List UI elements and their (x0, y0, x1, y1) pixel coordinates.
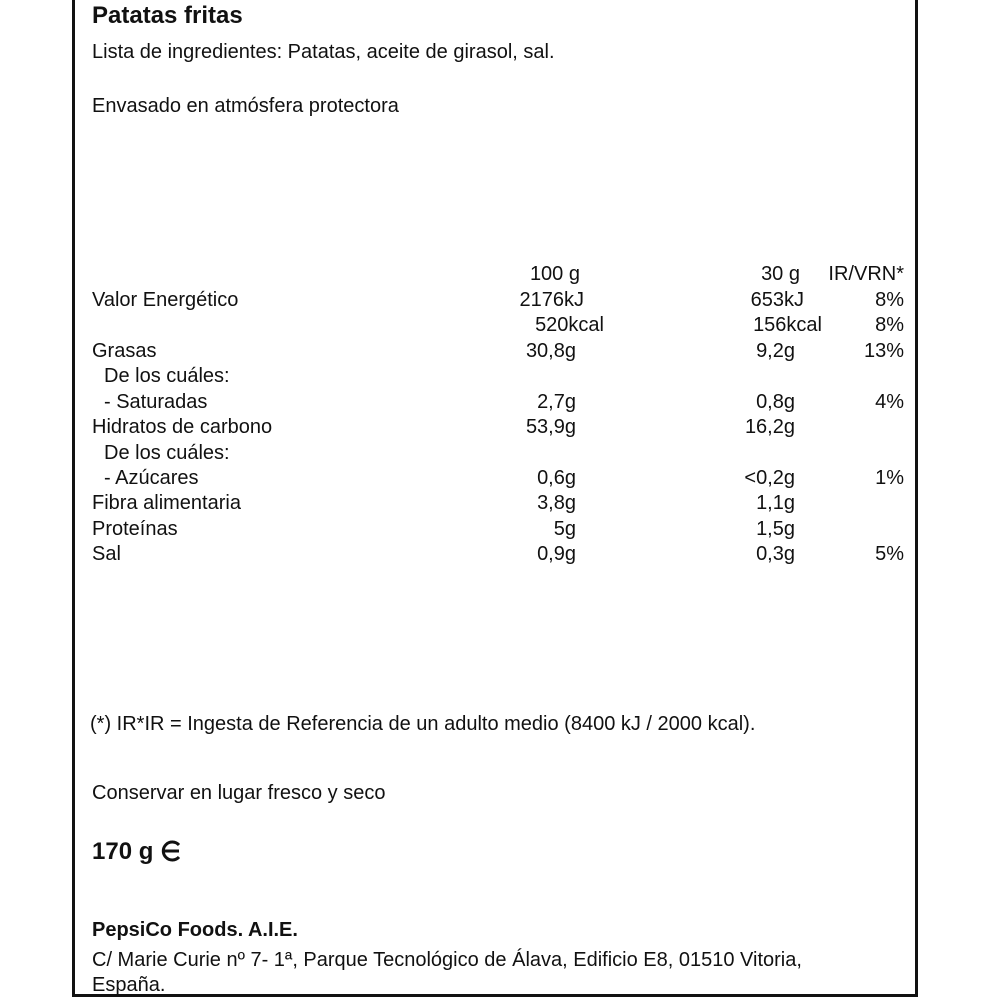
value-per-30g: 156kcal (753, 314, 822, 336)
nutrient-label: Sal (92, 543, 121, 565)
storage-note: Conservar en lugar fresco y seco (92, 782, 386, 804)
value-ri: 5% (875, 543, 904, 565)
value-per-30g: 0,8g (756, 391, 795, 413)
value-ri: 8% (875, 314, 904, 336)
value-per-30g: 653kJ (750, 289, 804, 311)
e-mark-icon (160, 838, 182, 864)
value-per-100g: 30,8g (525, 340, 576, 362)
nutrient-label: - Saturadas (104, 391, 208, 413)
company-address: C/ Marie Curie nº 7- 1ª, Parque Tecnológico de Álava, Edificio E8, 01510 Vitoria, (92, 949, 802, 971)
value-per-30g: 1,5g (756, 518, 795, 540)
nutrient-label: - Azúcares (104, 467, 199, 489)
value-per-30g: 16,2g (744, 416, 795, 438)
nutrient-sublabel: De los cuáles: (104, 365, 230, 387)
value-ri: 1% (875, 467, 904, 489)
value-per-30g: <0,2g (744, 467, 795, 489)
nutrient-label: Hidratos de carbono (92, 416, 273, 438)
value-ri: 13% (863, 340, 904, 362)
product-title: Patatas fritas (92, 2, 243, 29)
packaging-note: Envasado en atmósfera protectora (92, 95, 399, 117)
value-ri: 8% (875, 289, 904, 311)
value-per-100g: 0,9g (537, 543, 576, 565)
value-per-100g: 3,8g (537, 492, 576, 514)
company-name: PepsiCo Foods. A.I.E. (92, 919, 298, 941)
value-per-100g: 53,9g (525, 416, 576, 438)
company-country: España. (92, 974, 166, 996)
header-per-30g: 30 g (761, 263, 800, 285)
net-weight: 170 g (92, 838, 154, 865)
value-ri: 4% (875, 391, 904, 413)
nutrient-label: Proteínas (92, 518, 178, 540)
value-per-30g: 1,1g (756, 492, 795, 514)
nutrient-label: Grasas (92, 340, 157, 362)
value-per-30g: 9,2g (756, 340, 795, 362)
footnote: (*) IR*IR = Ingesta de Referencia de un adulto medio (8400 kJ / 2000 kcal). (90, 713, 756, 735)
nutrient-label: Valor Energético (92, 289, 239, 311)
value-per-100g: 5g (553, 518, 576, 540)
nutrient-sublabel: De los cuáles: (104, 442, 230, 464)
ingredients-list: Lista de ingredientes: Patatas, aceite de girasol, sal. (92, 41, 555, 63)
header-per-100g: 100 g (529, 263, 580, 285)
value-per-100g: 2176kJ (519, 289, 584, 311)
value-per-100g: 520kcal (535, 314, 604, 336)
header-ri: IR/VRN* (828, 263, 904, 285)
nutrient-label: Fibra alimentaria (92, 492, 241, 514)
value-per-30g: 0,3g (756, 543, 795, 565)
value-per-100g: 0,6g (537, 467, 576, 489)
value-per-100g: 2,7g (537, 391, 576, 413)
